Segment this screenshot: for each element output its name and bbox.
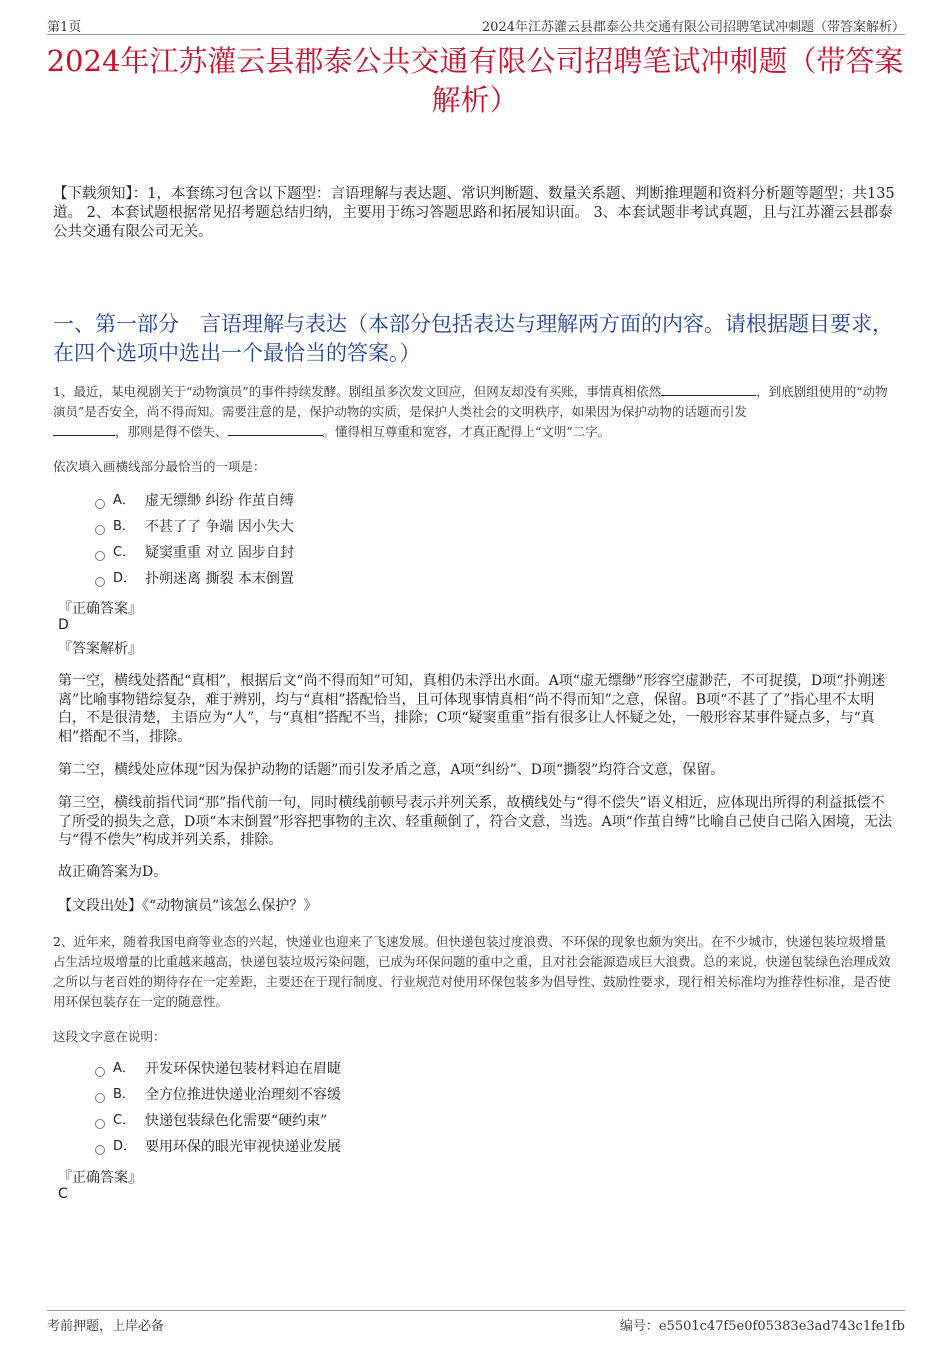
radio-icon[interactable] (95, 1067, 105, 1077)
blank-2 (53, 423, 115, 436)
radio-icon[interactable] (95, 525, 105, 535)
analysis-conclusion: 故正确答案为D。 (58, 864, 168, 880)
option-d[interactable]: D． 要用环保的眼光审视快递业发展 (95, 1134, 341, 1160)
option-c[interactable]: C． 疑窦重重 对立 固步自封 (95, 540, 294, 566)
answer-value: C (58, 1186, 68, 1202)
option-b[interactable]: B． 不甚了了 争端 因小失大 (95, 514, 294, 540)
blank-1 (661, 383, 756, 396)
question-2-prompt: 这段文字意在说明： (53, 1029, 166, 1044)
page-header (47, 14, 905, 35)
analysis-label: 『答案解析』 (58, 641, 142, 657)
question-1-options (95, 488, 294, 592)
analysis-paragraph: 第三空，横线前指代词“那”指代前一句，同时横线前顿号表示并列关系，故横线处与“得不偿失”语义相近，应体现出所得的利益抵偿不了所受的损失之意，D项“本末倒置”形容把事物的主次、轻重颠倒了，符合文意，当选。A项“作茧自缚”比喻自己使自己陷入困境，无法与“得不偿失”构成并列关系，排除。 (58, 795, 892, 848)
option-b[interactable]: B． 全方位推进快递业治理刻不容缓 (95, 1082, 341, 1108)
analysis-paragraph: 第二空，横线处应体现“因为保护动物的话题”而引发矛盾之意，A项“纠纷”、D项“撕裂”均符合文意，保留。 (58, 762, 725, 778)
radio-icon[interactable] (95, 1119, 105, 1129)
radio-icon[interactable] (95, 551, 105, 561)
option-a[interactable]: A． 开发环保快递包装材料迫在眉睫 (95, 1056, 341, 1082)
question-2-options (95, 1056, 341, 1160)
radio-icon[interactable] (95, 1145, 105, 1155)
footer-serial: 编号：e5501c47f5e0f05383e3ad743c1fe1fb (619, 1319, 905, 1334)
header-doc-title: 2024年江苏灌云县郡泰公共交通有限公司招聘笔试冲刺题（带答案解析） (481, 20, 905, 35)
question-2-text: 2、近年来，随着我国电商等业态的兴起，快递业也迎来了飞速发展。但快递包装过度浪费、不环保的现象也颇为突出。在不少城市，快递包装垃圾增量占生活垃圾增量的比重越来越高，快递包装垃圾污染问题，已成为环保问题的重中之重，且对社会能源造成巨大浪费。总的来说，快递包装绿色治理成效之所以与老百姓的期待存在一定差距，主要还在于现行制度、行业规范对使用环保包装多为倡导性、鼓励性要求，现行相关标准均为推荐性标准，是否使用环保包装存在一定的随意性。 (53, 934, 891, 1009)
question-1-text: 1、最近，某电视剧关于“动物演员”的事件持续发酵。剧组虽多次发文回应，但网友却没有买账，事情真相依然 ，到底剧组使用的“动物演员”是否安全，尚不得而知。需要注意的是，保护动物的实质，是保护人类社会的文明秩序，如果因为保护动物的话题而引发 ，那则是得不偿失、 。懂得相互尊重和宽容，才真正配得上“文明”二字。 (53, 384, 888, 439)
document-title: 2024年江苏灌云县郡泰公共交通有限公司招聘笔试冲刺题（带答案解析） (46, 44, 904, 117)
page-footer (47, 1310, 905, 1335)
analysis-source: 【文段出处】《“动物演员”该怎么保护？》 (58, 898, 318, 914)
section-title: 一、第一部分 言语理解与表达（本部分包括表达与理解两方面的内容。请根据题目要求，在四个选项中选出一个最恰当的答案。） (53, 312, 893, 365)
option-c[interactable]: C． 快递包装绿色化需要“硬约束” (95, 1108, 341, 1134)
radio-icon[interactable] (95, 1093, 105, 1103)
download-notice: 【下载须知】：1，本套练习包含以下题型：言语理解与表达题、常识判断题、数量关系题、判断推理题和资料分析题等题型；共135道。 2、本套试题根据常见招考题总结归纳，主要用于练习答题思路和拓展知识面。 3、本套试题非考试真题，且与江苏灌云县郡泰公共交通有限公司无关。 (53, 186, 895, 240)
blank-3 (228, 423, 323, 436)
question-1-prompt: 依次填入画横线部分最恰当的一项是： (53, 459, 266, 474)
option-a[interactable]: A． 虚无缥缈 纠纷 作茧自缚 (95, 488, 294, 514)
answer-label: 『正确答案』 (58, 1170, 142, 1186)
option-d[interactable]: D． 扑朔迷离 撕裂 本末倒置 (95, 566, 294, 592)
radio-icon[interactable] (95, 499, 105, 509)
analysis-paragraph: 第一空，横线处搭配“真相”，根据后文“尚不得而知”可知，真相仍未浮出水面。A项“虚无缥缈”形容空虚渺茫，不可捉摸，D项“扑朔迷离”比喻事物错综复杂，难于辨别，均与“真相”搭配恰当，且可体现事情真相“尚不得而知”之意，保留。B项“不甚了了”指心里不太明白，不是很清楚，主语应为“人”，与“真相”搭配不当，排除；C项“疑窦重重”指有很多让人怀疑之处，一般形容某事件疑点多，与“真相”搭配不当，排除。 (58, 673, 886, 745)
page-number: 第1页 (47, 20, 82, 35)
radio-icon[interactable] (95, 577, 105, 587)
answer-value: D (58, 617, 69, 633)
answer-label: 『正确答案』 (58, 601, 142, 617)
footer-slogan: 考前押题，上岸必备 (47, 1319, 165, 1334)
